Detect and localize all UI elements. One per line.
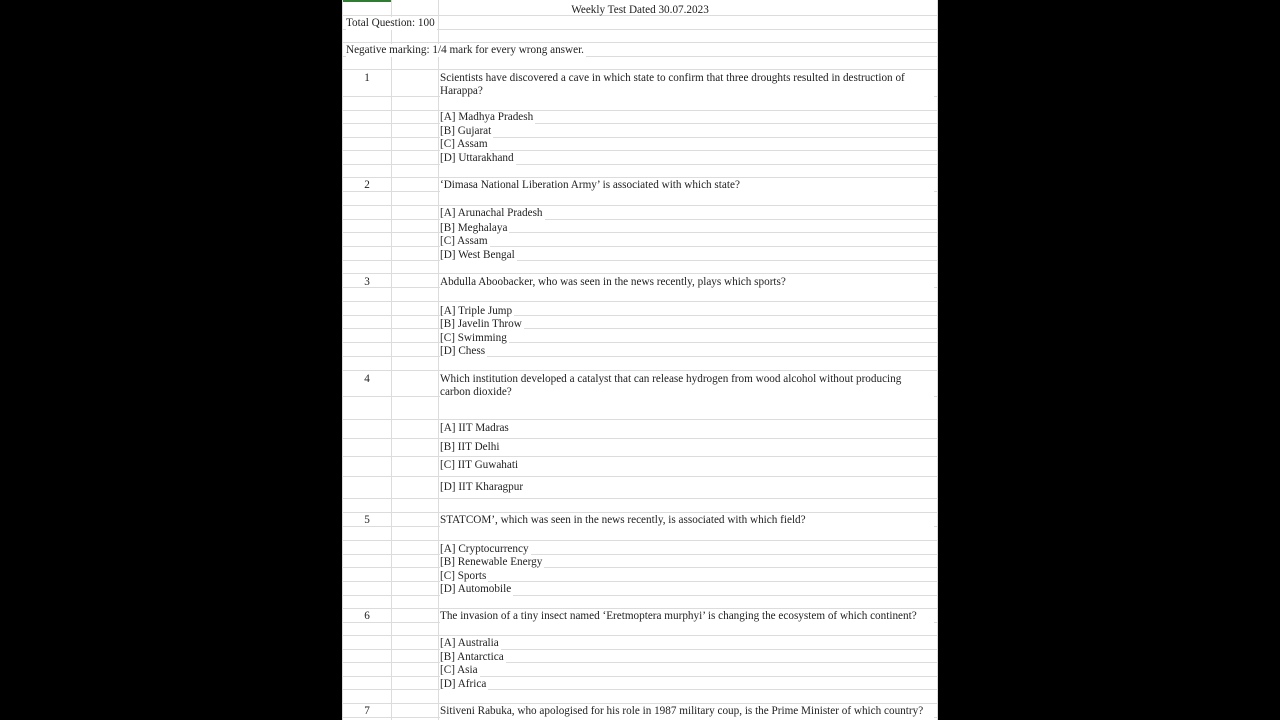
question-text[interactable]: STATCOM’, which was seen in the news recently, is associated with which field? (440, 514, 934, 527)
option-cell[interactable]: [D] West Bengal (440, 249, 515, 261)
option-cell[interactable]: [B] Gujarat (440, 125, 492, 137)
negative-marking[interactable]: Negative marking: 1/4 mark for every wrong answer. (346, 44, 584, 56)
row-gridline (342, 177, 938, 178)
option-cell[interactable]: [B] Javelin Throw (440, 318, 522, 330)
row-gridline (342, 150, 938, 151)
row-gridline (342, 476, 938, 477)
column-gridline (438, 0, 439, 720)
row-gridline (342, 356, 938, 357)
row-gridline (342, 301, 938, 302)
option-cell[interactable]: [A] Madhya Pradesh (440, 111, 534, 123)
row-gridline (342, 689, 938, 690)
question-text[interactable]: Sitiveni Rabuka, who apologised for his role in 1987 military coup, is the Prime Minister of which country? (440, 705, 934, 718)
question-number[interactable]: 2 (364, 179, 370, 191)
row-gridline (342, 260, 938, 261)
option-cell[interactable]: [B] Meghalaya (440, 222, 508, 234)
option-cell[interactable]: [A] Arunachal Pradesh (440, 207, 543, 219)
option-cell[interactable]: [D] Uttarakhand (440, 152, 514, 164)
option-cell[interactable]: [B] IIT Delhi (440, 441, 500, 453)
row-gridline (342, 540, 938, 541)
option-cell[interactable]: [C] Sports (440, 570, 487, 582)
option-cell[interactable]: [A] IIT Madras (440, 422, 509, 434)
row-gridline (342, 315, 938, 316)
row-gridline (342, 662, 938, 663)
option-cell[interactable]: [D] Africa (440, 678, 487, 690)
option-cell[interactable]: [C] Swimming (440, 332, 507, 344)
option-cell[interactable]: [C] IIT Guwahati (440, 459, 519, 471)
row-gridline (342, 419, 938, 420)
row-gridline (342, 370, 938, 371)
sheet-title[interactable]: Weekly Test Dated 30.07.2023 (571, 4, 709, 16)
question-number[interactable]: 4 (364, 373, 370, 385)
row-gridline (342, 608, 938, 609)
option-cell[interactable]: [A] Triple Jump (440, 305, 513, 317)
option-cell[interactable]: [C] Assam (440, 138, 488, 150)
row-gridline (342, 42, 938, 43)
row-gridline (342, 438, 938, 439)
option-cell[interactable]: [D] Automobile (440, 583, 512, 595)
question-number[interactable]: 1 (364, 72, 370, 84)
option-cell[interactable]: [C] Asia (440, 664, 478, 676)
row-gridline (342, 246, 938, 247)
row-gridline (342, 554, 938, 555)
row-gridline (342, 581, 938, 582)
question-number[interactable]: 7 (364, 705, 370, 717)
option-cell[interactable]: [A] Cryptocurrency (440, 543, 529, 555)
row-gridline (342, 123, 938, 124)
row-gridline (342, 137, 938, 138)
question-text[interactable]: Scientists have discovered a cave in which state to confirm that three droughts resulted in destruction of Harappa? (440, 72, 934, 97)
row-gridline (342, 205, 938, 206)
option-cell[interactable]: [D] IIT Kharagpur (440, 481, 524, 493)
option-cell[interactable]: [C] Assam (440, 235, 488, 247)
row-gridline (342, 498, 938, 499)
row-gridline (342, 676, 938, 677)
row-gridline (342, 456, 938, 457)
question-number[interactable]: 5 (364, 514, 370, 526)
row-gridline (342, 219, 938, 220)
row-gridline (342, 512, 938, 513)
option-cell[interactable]: [B] Renewable Energy (440, 556, 543, 568)
total-questions[interactable]: Total Question: 100 (346, 17, 435, 29)
row-gridline (342, 328, 938, 329)
spreadsheet (342, 0, 938, 720)
row-gridline (342, 635, 938, 636)
question-text[interactable]: Which institution developed a catalyst that can release hydrogen from wood alcohol without producing carbon dioxide? (440, 373, 934, 398)
row-gridline (342, 232, 938, 233)
question-text[interactable]: The invasion of a tiny insect named ‘Eretmoptera murphyi’ is changing the ecosystem of which continent? (440, 610, 934, 623)
question-number[interactable]: 3 (364, 276, 370, 288)
row-gridline (342, 342, 938, 343)
selected-cell-indicator (342, 0, 391, 2)
column-gridline (937, 0, 938, 720)
option-cell[interactable]: [B] Antarctica (440, 651, 504, 663)
question-text[interactable]: Abdulla Aboobacker, who was seen in the news recently, plays which sports? (440, 276, 934, 289)
question-number[interactable]: 6 (364, 610, 370, 622)
row-gridline (342, 110, 938, 111)
option-cell[interactable]: [A] Australia (440, 637, 499, 649)
question-text[interactable]: ‘Dimasa National Liberation Army’ is associated with which state? (440, 179, 934, 192)
row-gridline (342, 703, 938, 704)
option-cell[interactable]: [D] Chess (440, 345, 486, 357)
row-gridline (342, 567, 938, 568)
row-gridline (342, 649, 938, 650)
row-gridline (342, 164, 938, 165)
row-gridline (342, 273, 938, 274)
row-gridline (342, 69, 938, 70)
row-gridline (342, 595, 938, 596)
